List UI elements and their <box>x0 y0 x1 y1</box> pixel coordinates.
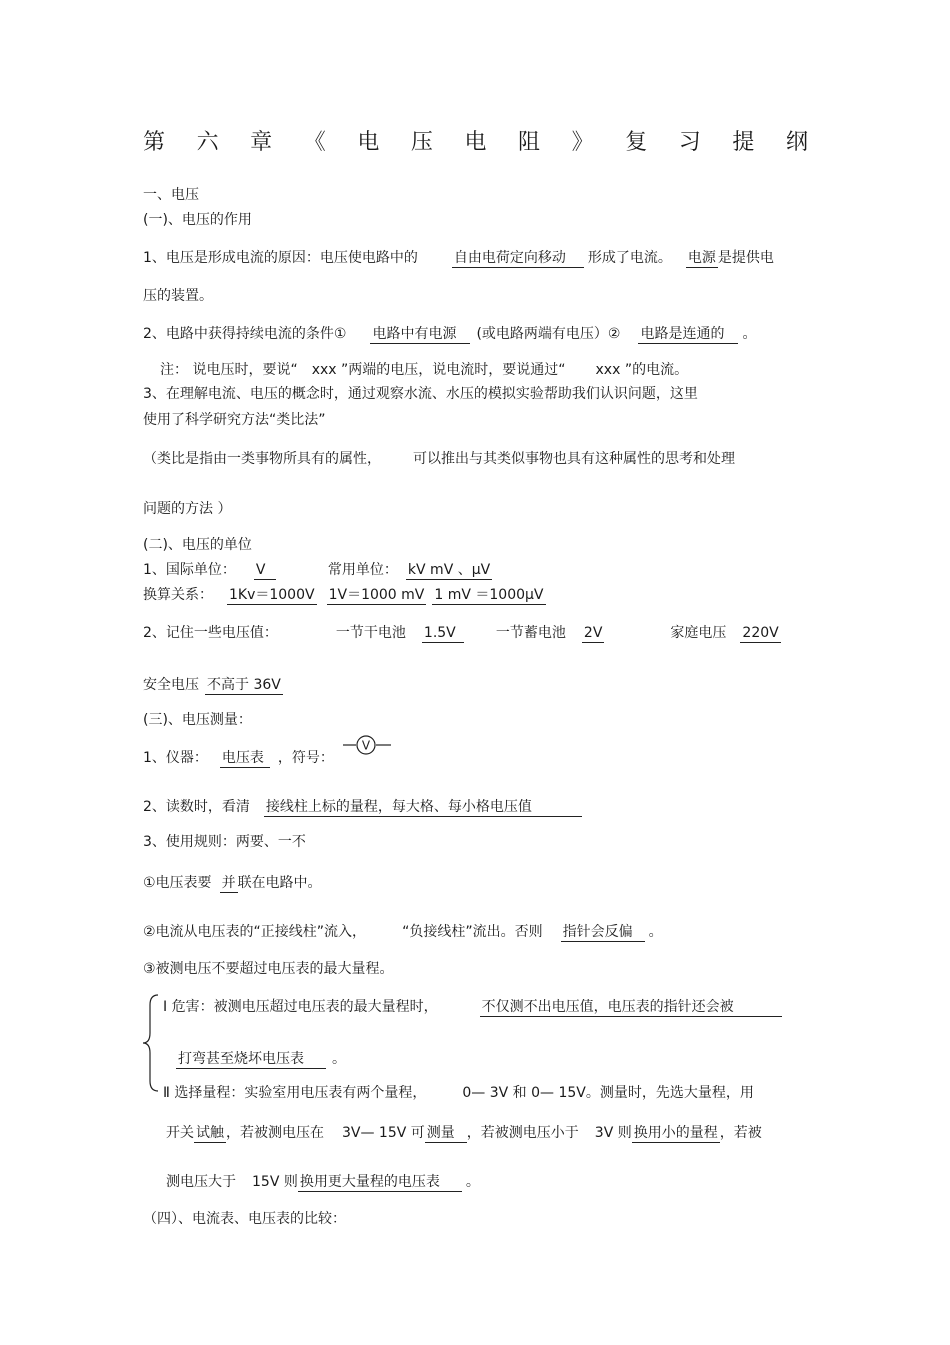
answer-blank: 自由电荷定向移动 <box>452 250 584 268</box>
range-text: 15V 则 <box>252 1174 298 1190</box>
title-char: 》 <box>571 130 594 155</box>
rule-range: ③被测电压不要超过电压表的最大量程。 <box>143 961 394 977</box>
range-line1 <box>163 1084 754 1102</box>
values-text: 安全电压 <box>143 677 199 693</box>
title-char: 阻 <box>518 130 541 155</box>
instrument-line <box>143 749 334 768</box>
note-text: 注： 说电压时，要说“ <box>160 362 298 378</box>
range-line2 <box>166 1124 762 1143</box>
measure-text: 2、读数时，看清 <box>143 799 250 815</box>
analogy-text: 可以推出与其类似事物也具有这种属性的思考和处理 <box>413 451 735 467</box>
answer-blank: 2V <box>583 625 603 641</box>
rule-text: 联在电路中。 <box>237 875 322 891</box>
values-text: 一节蓄电池 <box>495 625 566 641</box>
section-heading-voltage: 一、电压 <box>143 187 199 203</box>
units-text: 换算关系： <box>143 587 213 603</box>
item-text: 2、电路中获得持续电流的条件① <box>143 326 347 342</box>
item-analogy-line2: 使用了科学研究方法“类比法” <box>143 412 326 428</box>
item-text: (或电路两端有电压）② <box>476 326 621 342</box>
answer-blank: 1Kv＝1000V <box>229 587 315 603</box>
item-current-conditions <box>143 325 756 344</box>
rule-text: “负接线柱”流出。否则 <box>402 924 543 940</box>
answer-blank: V <box>254 562 276 580</box>
answer-blank: 电路中有电源 <box>370 326 470 344</box>
range-line3 <box>166 1173 480 1192</box>
rule-text: ①电压表要 <box>143 875 212 891</box>
measure-text: 1、仪器： <box>143 750 208 766</box>
item-voltage-cause <box>143 249 774 268</box>
subsection-heading-measurement: (三)、电压测量： <box>143 712 252 728</box>
rule-parallel <box>143 874 322 893</box>
answer-blank: 测量 <box>425 1125 467 1143</box>
range-text: Ⅱ 选择量程：实验室用电压表有两个量程， <box>163 1085 427 1101</box>
range-text: 3V— 15V 可 <box>342 1125 425 1141</box>
title-char: 《 <box>303 130 326 155</box>
answer-blank: 换用小的量程 <box>633 1125 718 1141</box>
note-text: xxx ”两端的电压，说电流时，要说通过“ <box>311 362 566 378</box>
curly-brace-icon <box>140 993 162 1093</box>
item-text: 形成了电流。 <box>587 250 672 266</box>
range-text: 。 <box>465 1174 480 1190</box>
item-text: 1、电压是形成电流的原因：电压使电路中的 <box>143 250 418 266</box>
harm-line <box>163 998 782 1017</box>
range-text: ，若被测电压小于 <box>466 1125 579 1141</box>
answer-blank: 1 mV ＝1000μV <box>434 587 544 603</box>
note-text: xxx ”的电流。 <box>595 362 689 378</box>
item-analogy-line3 <box>143 450 735 468</box>
conversion-line <box>143 586 546 605</box>
range-text: ，若被测电压在 <box>226 1125 324 1141</box>
answer-blank: 1V＝1000 mV <box>328 587 425 603</box>
answer-blank: 接线柱上标的量程，每大格、每小格电压值 <box>264 799 582 817</box>
title-char: 纲 <box>785 130 808 155</box>
range-text: 开关 <box>166 1125 194 1141</box>
rule-text: ②电流从电压表的“正接线柱”流入， <box>143 924 367 940</box>
answer-blank: 换用更大量程的电压表 <box>298 1174 462 1192</box>
answer-blank: 电路是连通的 <box>638 326 738 344</box>
values-text: 2、记住一些电压值： <box>143 625 278 641</box>
answer-blank: 电源 <box>687 250 716 266</box>
title-char: 第 <box>143 130 166 155</box>
range-text: 测电压大于 <box>166 1174 236 1190</box>
item-continuation: 压的装置。 <box>143 288 213 304</box>
values-text: 一节干电池 <box>335 625 406 641</box>
answer-blank: 指针会反偏 <box>561 924 645 942</box>
title-char: 电 <box>464 130 487 155</box>
units-text: 常用单位： <box>327 562 398 578</box>
range-text: 3V 则 <box>594 1125 632 1141</box>
voltage-values-line <box>143 624 781 643</box>
item-text: 。 <box>742 326 757 342</box>
units-text: 1、国际单位： <box>143 562 236 578</box>
title-char: 习 <box>678 130 701 155</box>
answer-blank: kV mV 、μV <box>407 562 491 578</box>
harm-continuation <box>176 1050 346 1069</box>
voltmeter-symbol-icon <box>343 734 393 756</box>
title-char: 复 <box>625 130 648 155</box>
note-line <box>160 361 688 379</box>
measure-text: ，符号： <box>277 750 334 766</box>
answer-blank: 不仅测不出电压值，电压表的指针还会被 <box>480 999 782 1017</box>
item-text: 是提供电 <box>717 250 774 266</box>
voltmeter-symbol-label: V <box>361 738 371 753</box>
title-char: 提 <box>732 130 755 155</box>
title-char: 电 <box>357 130 380 155</box>
subsection-heading-role: (一)、电压的作用 <box>143 212 252 228</box>
range-text: 0— 3V 和 0— 15V。测量时，先选大量程，用 <box>462 1085 754 1101</box>
title-char: 压 <box>410 130 433 155</box>
harm-text: 。 <box>332 1051 346 1067</box>
values-text: 家庭电压 <box>670 625 727 641</box>
answer-blank: 不高于 36V <box>207 677 281 693</box>
subsection-heading-units: (二)、电压的单位 <box>143 537 252 553</box>
reading-line <box>143 798 582 817</box>
units-line <box>143 561 492 580</box>
answer-blank: 220V <box>742 625 779 641</box>
title-char: 六 <box>196 130 219 155</box>
title-char: 章 <box>250 130 273 155</box>
page-title <box>143 128 808 158</box>
usage-rules-line: 3、使用规则：两要、一不 <box>143 834 306 850</box>
answer-blank: 试触 <box>196 1125 224 1141</box>
rule-direction <box>143 923 663 942</box>
item-analogy-line4: 问题的方法 ） <box>143 501 232 517</box>
rule-text: 。 <box>648 924 663 940</box>
answer-blank: 电压表 <box>220 750 270 768</box>
answer-blank: 并 <box>221 875 236 891</box>
subsection-heading-comparison: （四）、电流表、电压表的比较： <box>143 1211 346 1227</box>
analogy-text: （类比是指由一类事物所具有的属性， <box>143 451 381 467</box>
safe-voltage-line <box>143 676 283 695</box>
answer-blank: 1.5V <box>422 625 464 643</box>
range-text: ，若被 <box>719 1125 762 1141</box>
item-analogy-line1: 3、在理解电流、电压的概念时，通过观察水流、水压的模拟实验帮助我们认识问题，这里 <box>143 386 698 402</box>
harm-text: Ⅰ 危害：被测电压超过电压表的最大量程时， <box>163 999 438 1015</box>
answer-blank: 打弯甚至烧坏电压表 <box>176 1051 326 1069</box>
